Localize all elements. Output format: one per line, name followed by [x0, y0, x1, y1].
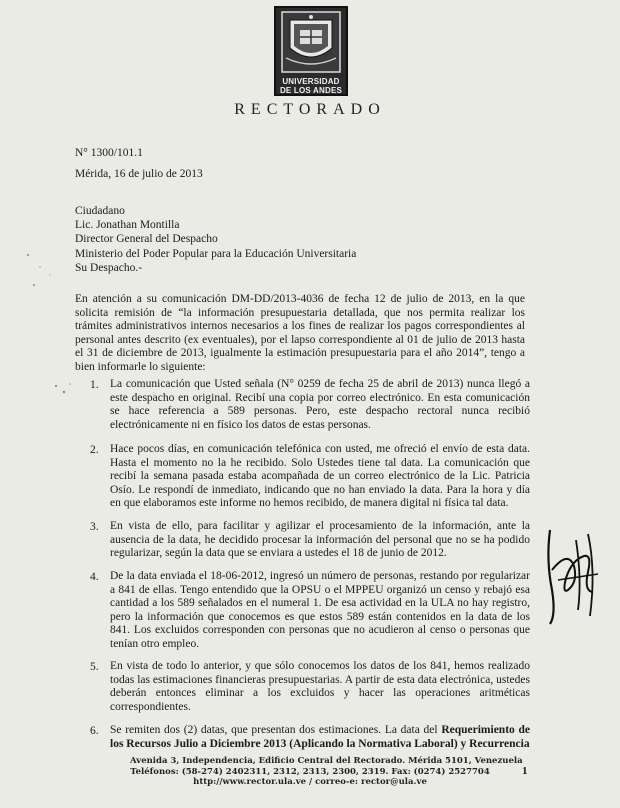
item-text: En vista de ello, para facilitar y agilizar el procesamiento de la información, ante la ausencia de la data, he decidido procesar la información del personal que no se ha podido regularizar, según la data que se enviara a ustedes el 18 de junio de 2012. [110, 520, 530, 560]
scan-speckle [20, 245, 70, 305]
handwritten-signature [538, 520, 608, 630]
recipient-line: Ministerio del Poder Popular para la Educación Universitaria [75, 247, 357, 260]
footer-web: http://www.rector.ula.ve / correo-e: rector@ula.ve [193, 777, 427, 787]
recipient-line: Su Despacho.- [75, 261, 143, 274]
footer-address: Avenida 3, Independencia, Edificio Central del Rectorado. Mérida 5101, Venezuela [130, 756, 523, 766]
recipient-line: Ciudadano [75, 205, 125, 217]
coat-of-arms-icon [276, 8, 346, 74]
recipient-line: Director General del Despacho [75, 233, 218, 246]
office-heading: RECTORADO [234, 101, 386, 118]
item-text: De la data enviada el 18-06-2012, ingresó un número de personas, restando por regularizar a 841 de ellas. Tengo entendido que la OPSU o el MPPEU organizó un censo y rebajó esa cantidad a los 589 señalados en el numeral 1. De esa actividad en la ULA no hay registro, pero la información que conocemos es que estos 589 están contenidos en la data de los 841. Los excluidos corresponden con personas que no acudieron al censo o personas que tenían otro empleo. [110, 570, 530, 650]
item-text-bold: Requerimiento de los Recursos Julio a Diciembre 2013 (Aplicando la Normativa Laboral) y Recurrencia [110, 724, 530, 750]
footer-phones: Teléfonos: (58-274) 2402311, 2312, 2313, 2300, 2319. Fax: (0274) 2527704 [130, 766, 490, 777]
item-text [110, 724, 530, 751]
page-number: 1 [522, 765, 528, 777]
item-number: 5. [90, 661, 99, 673]
item-text-plain: Se remiten dos (2) datas, que presentan dos estimaciones. La data del [110, 724, 442, 736]
page-footer [130, 756, 523, 788]
item-number: 3. [90, 521, 99, 533]
item-number: 6. [90, 725, 99, 737]
logo-text-line2: DE LOS ANDES [279, 86, 343, 95]
recipient-line: Lic. Jonathan Montilla [75, 219, 180, 232]
logo-text-line1: UNIVERSIDAD [282, 77, 340, 86]
item-number: 1. [90, 379, 99, 391]
item-text: Hace pocos días, en comunicación telefónica con usted, me ofreció el envío de esta data. Hasta el momento no la he recibido. Solo Ustedes tiene tal data. La comunicación que recibí la semana pasada estaba acompañada de un correo electrónico de la Lic. Patricia Osío. Le respondí de inmediato, indicando que no han enviado la data. Para la hora y día en que elaboramos este informe no hemos recibido, de manera digital ni física tal data. [110, 443, 530, 510]
item-number: 4. [90, 571, 99, 583]
recipient-block [75, 204, 356, 275]
item-text: La comunicación que Usted señala (N° 0259 de fecha 25 de abril de 2013) nunca llegó a este despacho en original. Recibí una copia por correo electrónico. En esta comunicación se hace referencia a 589 personas. Pero, este despacho rectoral nunca recibió electrónicamente ni en físico los datos de estas personas. [110, 378, 530, 431]
university-seal-logo [274, 6, 348, 96]
scan-speckle [50, 378, 80, 408]
item-text: En vista de todo lo anterior, y que sólo conocemos los datos de los 841, hemos realizado todas las estimaciones financieras presupuestarias. A partir de esta data electrónica, ustedes deberán entonces eliminar a los excluidos y hacer las operaciones aritméticas correspondientes. [110, 660, 530, 713]
reference-number: N° 1300/101.1 [75, 147, 143, 159]
letter-date: Mérida, 16 de julio de 2013 [75, 168, 203, 180]
intro-paragraph: En atención a su comunicación DM-DD/2013-4036 de fecha 12 de julio de 2013, en la que solicita remisión de “la información presupuestaria detallada, que nos permita realizar los trámites administrativos internos necesarios a los fines de realizar los pagos correspondientes al personal antes descrito (ex eventuales), por el lapso correspondiente al 01 de julio de 2013 hasta el 31 de diciembre de 2013, igualmente la estimación presupuestaria para el año 2014”, tengo a bien informarle lo siguiente: [75, 293, 525, 373]
item-number: 2. [90, 444, 99, 456]
